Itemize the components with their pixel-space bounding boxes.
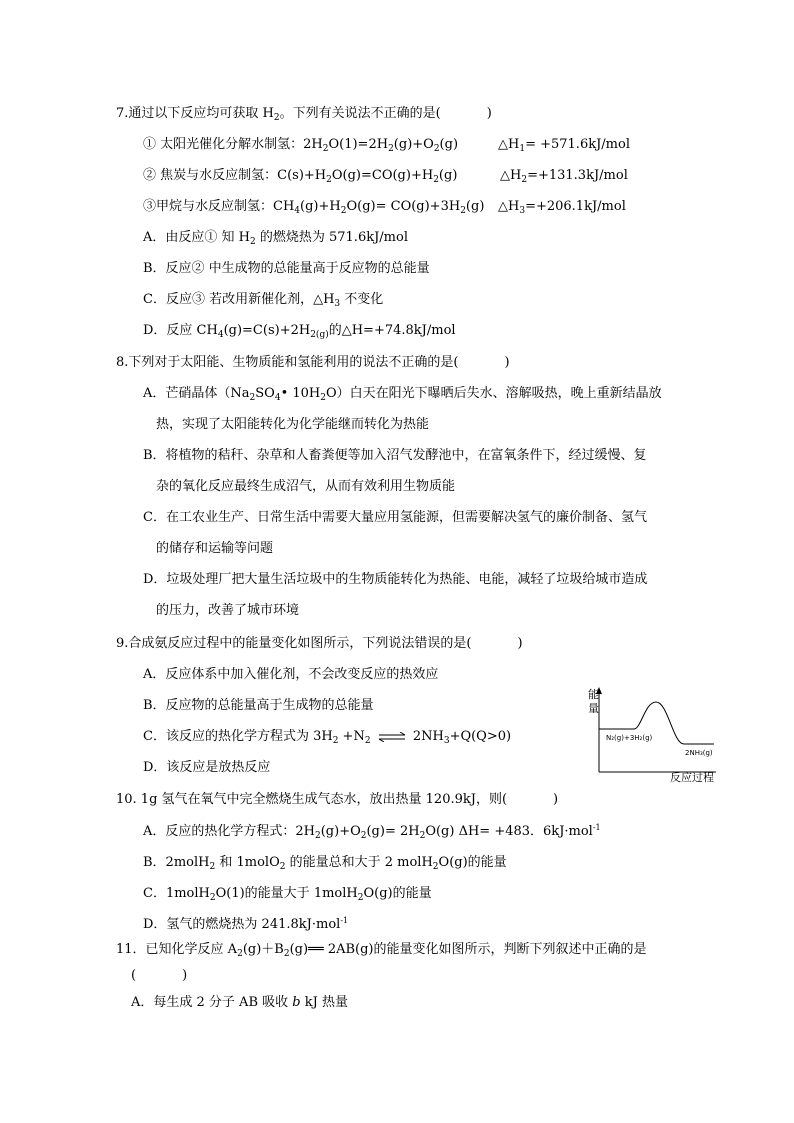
reversible-arrow-icon <box>378 732 406 742</box>
q9-option-d: D．该反应是放热反应 <box>143 760 271 775</box>
q7-option-d: D．反应 $CH_4(g)=C(s)+2H_{2(g)}$的△H=+74.8kJ/mol <box>143 323 456 340</box>
x-axis-label: 反应过程 <box>670 771 714 784</box>
q7-stem: 7.通过以下反应均可获取 $H_2$。下列有关说法不正确的是( ) <box>116 106 492 123</box>
q8-option-d-cont: 的压力，改善了城市环境 <box>156 603 300 618</box>
q7-reaction-3-enthalpy: $\triangle H_3=+206.1kJ$/mol <box>498 199 626 216</box>
q9-option-b: B．反应物的总能量高于生成物的总能量 <box>143 698 374 713</box>
q8-stem: 8.下列对于太阳能、生物质能和氢能利用的说法不正确的是( ) <box>116 355 510 370</box>
q11-stem: 11．已知化学反应 $A_2(g)+B_2(g)══$ 2AB(g)的能量变化如图所示，判断下列叙述中正确的是 <box>116 942 647 959</box>
q11-answer-paren: ( ) <box>131 968 188 983</box>
q7-reaction-2-enthalpy: $\triangle H_2=+131.3kJ$/mol <box>500 168 628 185</box>
q10-option-b: B．2molH$_2$ 和 1molO$_2$ 的能量总和大于 2 molH$_2$O(g)的能量 <box>143 855 507 872</box>
q8-option-c-cont: 的储存和运输等问题 <box>156 541 274 556</box>
q8-option-b-cont: 杂的氧化反应最终生成沼气，从而有效利用生物质能 <box>156 479 456 494</box>
energy-diagram <box>588 686 728 784</box>
q7-reaction-2: ② 焦炭与水反应制氢：$C(s)+H_2O(g)=CO(g)+H_2(g)$ <box>143 168 458 185</box>
q8-option-c: C．在工农业生产、日常生活中需要大量应用氢能源，但需要解决氢气的廉价制备、氢气 <box>143 510 647 525</box>
reactant-label: N₂(g)+3H₂(g) <box>606 734 653 742</box>
q7-reaction-3: ③甲烷与水反应制氢：$CH_4(g)+H_2O(g)= CO(g)+3H_2(g)$ <box>143 199 485 216</box>
q8-option-a: A．芒硝晶体（$Na_2SO_4•$ $10H_2O$）白天在阳光下曝晒后失水、溶解吸热，晚上重新结晶放 <box>143 386 662 403</box>
q9-option-a: A．反应体系中加入催化剂，不会改变反应的热效应 <box>143 667 439 682</box>
q8-option-d: D．垃圾处理厂把大量生活垃圾中的生物质能转化为热能、电能，减轻了垃圾给城市造成 <box>143 572 648 587</box>
q7-reaction-1: ① 太阳光催化分解水制氢：$2H_2O(1)=2H_2(g)+O_2(g)$ <box>143 137 459 154</box>
q9-stem: 9.合成氨反应过程中的能量变化如图所示，下列说法错误的是( ) <box>116 636 523 651</box>
q8-option-a-cont: 热，实现了太阳能转化为化学能继而转化为热能 <box>156 417 430 432</box>
q10-option-d: D．氢气的燃烧热为 241.8kJ·mol$^{-1}$ <box>143 916 349 932</box>
q7-option-b: B．反应② 中生成物的总能量高于反应物的总能量 <box>143 261 430 276</box>
q10-stem: 10. 1g 氢气在氧气中完全燃烧生成气态水，放出热量 120.9kJ，则( ) <box>116 792 559 807</box>
q7-reaction-1-enthalpy: $\triangle H_1= +571.6kJ/mol$ <box>498 137 630 154</box>
q11-option-a: A．每生成 2 分子 AB 吸收 b kJ 热量 <box>131 995 348 1010</box>
q7-option-c: C．反应③ 若改用新催化剂，$\triangle H_3$ 不变化 <box>143 292 384 309</box>
q7-option-a: A．由反应① 知 $H_2$ 的燃烧热为 571.6kJ/mol <box>143 230 408 247</box>
q9-option-c: C．该反应的热化学方程式为 $3H_2 +N_2$ $2NH_3+Q(Q>0)$ <box>143 729 512 746</box>
q10-option-c: C．1molH$_2$O(1)的能量大于 1molH$_2$O(g)的能量 <box>143 886 432 903</box>
product-label: 2NH₃(g) <box>685 749 713 757</box>
y-axis-label-2: 量 <box>588 702 599 715</box>
q10-option-a: A．反应的热化学方程式：$2H_2(g)+O_2(g)= 2H_2O(g)$ ΔH= +483．6kJ·mol$^{-1}$ <box>143 823 601 841</box>
q8-option-b: B．将植物的秸秆、杂草和人畜粪便等加入沼气发酵池中，在富氧条件下，经过缓慢、复 <box>143 448 647 463</box>
y-axis-label-1: 能 <box>588 688 599 701</box>
